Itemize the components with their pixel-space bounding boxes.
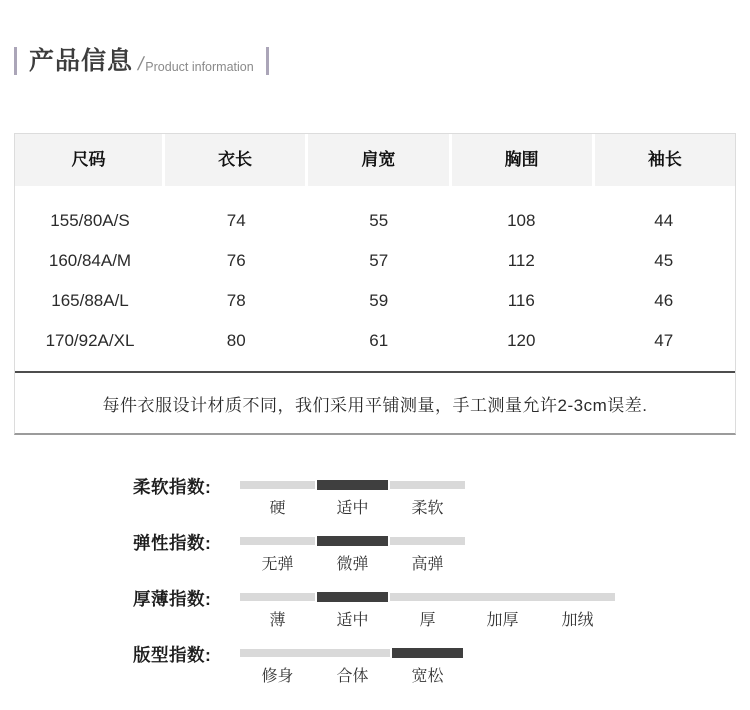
table-cell: 116 [507,291,535,310]
indicator-option: 适中 [336,612,369,629]
indicator-option: 无弹 [261,556,294,573]
indicator-row [133,532,615,574]
column-header: 肩宽 [308,134,451,186]
indicator-active-segment [315,536,390,546]
indicator-label: 柔软指数: [133,477,212,497]
indicator-scale [240,607,615,630]
indicator-option: 适中 [336,500,369,517]
indicator-scale [240,551,465,574]
size-table [14,133,736,435]
table-cell: 55 [369,211,389,230]
indicator-row [133,588,615,630]
table-cell: 47 [654,331,674,350]
table-cell: 78 [226,291,246,310]
indicator-section [133,476,615,700]
table-cell: 155/80A/S [50,211,130,230]
table-cell: 61 [369,331,389,350]
size-table-header-row [15,134,735,186]
table-cell: 120 [507,331,536,350]
table-cell: 80 [226,331,246,350]
table-row [15,201,735,241]
table-cell: 76 [226,251,246,270]
indicator-scale [240,495,465,518]
table-cell: 46 [654,291,674,310]
table-cell: 108 [507,211,536,230]
indicator-option: 微弹 [336,556,369,573]
indicator-body [240,476,465,518]
indicator-scale [240,663,465,686]
indicator-row [133,644,615,686]
table-cell: 45 [654,251,674,270]
column-header: 胸围 [452,134,595,186]
column-header: 尺码 [15,134,165,186]
title-slash: / [135,54,146,75]
table-cell: 57 [369,251,389,270]
table-row [15,321,735,361]
page-title: 产品信息 [29,47,134,75]
indicator-active-segment [315,480,390,490]
column-header: 衣长 [165,134,308,186]
indicator-bar [240,481,465,489]
indicator-option: 薄 [269,612,286,629]
indicator-option: 加绒 [561,612,594,629]
accent-bar-right [266,47,269,75]
indicator-body [240,644,465,686]
indicator-body [240,532,465,574]
section-header [14,46,269,76]
indicator-option: 宽松 [411,668,444,685]
indicator-option: 厚 [419,612,436,629]
measurement-note: 每件衣服设计材质不同，我们采用平铺测量，手工测量允许2-3cm误差. [102,395,648,415]
table-cell: 59 [369,291,389,310]
size-table-body [15,186,735,371]
accent-bar-left [14,47,17,75]
indicator-option: 合体 [336,668,369,685]
indicator-option: 硬 [269,500,286,517]
table-cell: 112 [507,251,535,270]
table-cell: 74 [226,211,246,230]
indicator-row [133,476,615,518]
indicator-option: 柔软 [411,500,444,517]
table-row [15,281,735,321]
indicator-option: 修身 [261,668,294,685]
table-cell: 160/84A/M [48,251,132,270]
indicator-body [240,588,615,630]
indicator-label: 厚薄指数: [133,589,212,609]
indicator-bar [240,593,615,601]
page-subtitle: Product information [145,60,254,74]
table-cell: 165/88A/L [51,291,129,310]
indicator-option: 高弹 [411,556,444,573]
table-cell: 170/92A/XL [45,331,135,350]
indicator-label: 版型指数: [133,645,212,665]
table-row [15,241,735,281]
indicator-label: 弹性指数: [133,533,212,553]
table-cell: 44 [654,211,674,230]
indicator-active-segment [315,592,390,602]
indicator-bar [240,649,465,657]
indicator-bar [240,537,465,545]
indicator-active-segment [390,648,465,658]
column-header: 袖长 [595,134,735,186]
indicator-option: 加厚 [486,612,519,629]
